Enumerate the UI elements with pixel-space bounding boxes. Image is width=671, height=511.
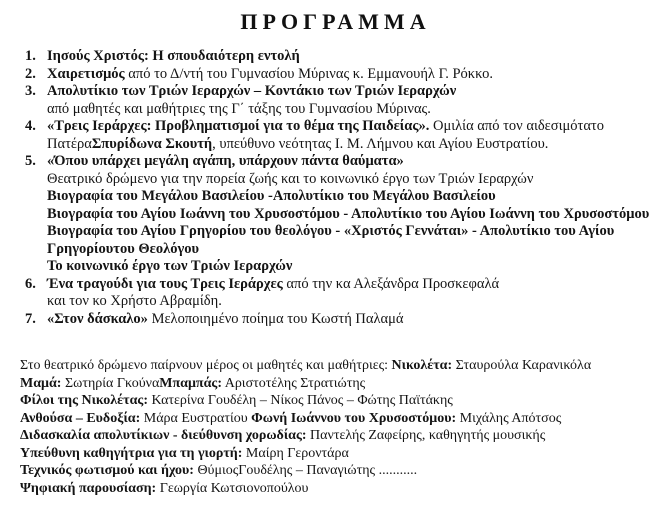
text-segment: Γεωργία Κωτσιονοπούλου	[156, 480, 309, 496]
credits-line	[20, 480, 671, 498]
text-segment: Ομιλία από τον αιδεσιμότατο	[429, 118, 605, 134]
text-segment: και τον κο Χρήστο Αβραμίδη.	[47, 293, 222, 309]
text-segment: Στο θεατρικό δρώμενο παίρνουν μέρος οι μαθητές και μαθήτριες:	[20, 358, 392, 373]
item-lines	[47, 83, 671, 118]
item-lines	[47, 66, 671, 84]
credits-line	[20, 375, 671, 393]
list-item	[0, 48, 671, 66]
item-line	[47, 276, 671, 294]
text-segment: Κατερίνα Γουδέλη – Νίκος Πάνος – Φώτης Παϊτάκης	[148, 393, 453, 408]
item-lines	[47, 276, 671, 311]
text-segment: Υπεύθυνη καθηγήτρια για τη γιορτή:	[20, 445, 243, 461]
item-number: 4.	[25, 118, 36, 134]
text-segment: Αριστοτέλης Στρατιώτης	[221, 375, 366, 391]
text-segment: Νικολέτα:	[391, 358, 453, 373]
text-segment: Μπαμπάς:	[159, 375, 222, 391]
text-segment: από το Δ/ντή του Γυμνασίου Μύρινας κ. Εμμανουήλ Γ. Ρόκκο.	[124, 65, 493, 82]
list-item	[0, 311, 671, 329]
text-segment: Διδασκαλία απολυτίκιων - διεύθυνση χορωδίας:	[20, 428, 307, 443]
text-segment: Βιογραφία του Μεγάλου Βασιλείου -Απολυτίκιο του Μεγάλου Βασιλείου	[47, 188, 496, 204]
text-segment: Θεατρικό δρώμενο για την πορεία ζωής και το κοινωνικό έργο των Τριών Ιεραρχών	[47, 170, 534, 187]
text-segment: Σωτηρία Γκούνα	[61, 375, 160, 391]
program-list	[0, 48, 671, 328]
text-segment: ΘύμιοςΓουδέλης – Παναγιώτης ...........	[193, 463, 418, 478]
credits-line	[20, 392, 671, 410]
text-segment: Ψηφιακή παρουσίαση:	[20, 480, 157, 496]
item-lines	[47, 48, 671, 66]
list-item	[0, 276, 671, 311]
list-item	[0, 66, 671, 84]
text-segment: Πατέρα	[47, 135, 92, 152]
item-line	[47, 206, 671, 224]
text-segment: Φωνή Ιωάννου του Χρυσοστόμου:	[251, 410, 457, 426]
text-segment: Μαίρη Γεροντάρα	[242, 445, 349, 461]
item-line	[47, 48, 671, 66]
text-segment: Σταυρούλα Καρανικόλα	[452, 358, 592, 373]
list-item	[0, 118, 671, 153]
credits-line	[20, 410, 671, 428]
item-line	[47, 66, 671, 84]
item-lines	[47, 311, 671, 329]
item-line	[47, 311, 671, 329]
item-number: 7.	[25, 310, 36, 327]
credits-line	[20, 357, 671, 375]
text-segment: Μιχάλης Απότσος	[456, 410, 562, 426]
item-number: 6.	[25, 275, 36, 292]
text-segment: Παντελής Ζαφείρης, καθηγητής μουσικής	[306, 428, 546, 443]
text-segment: Ένα τραγούδι για τους Τρεις Ιεράρχες	[47, 275, 283, 292]
text-segment: Απολυτίκιο των Τριών Ιεραρχών – Κοντάκιο των Τριών Ιεραρχών	[47, 83, 457, 99]
item-line	[47, 136, 671, 154]
text-segment: Βιογραφία του Αγίου Γρηγορίου του θεολόγου - «Χριστός Γεννάται» - Απολυτίκιο του Αγίου	[47, 223, 615, 239]
text-segment: Το κοινωνικό έργο των Τριών Ιεραρχών	[47, 258, 293, 274]
item-line	[47, 223, 671, 241]
text-segment: Χαιρετισμός	[47, 65, 125, 82]
item-lines	[47, 153, 671, 276]
text-segment: «Στον δάσκαλο»	[47, 310, 148, 327]
item-line	[47, 83, 671, 101]
text-segment: Σπυρίδωνα Σκουτή	[91, 135, 213, 152]
item-line	[47, 118, 671, 136]
text-segment: Ιησούς Χριστός: Η σπουδαιότερη εντολή	[47, 48, 300, 64]
text-segment: από μαθητές και μαθήτριες της Γ΄ τάξης του Γυμνασίου Μύρινας.	[47, 100, 431, 117]
text-segment: «Όπου υπάρχει μεγάλη αγάπη, υπάρχουν πάντα θαύματα»	[47, 153, 404, 169]
list-item	[0, 153, 671, 276]
item-lines	[47, 118, 671, 153]
credits-line	[20, 445, 671, 463]
program-title: ΠΡΟΓΡΑΜΜΑ	[240, 9, 431, 34]
text-segment: Μαμά:	[20, 375, 62, 391]
text-segment: «Τρεις Ιεράρχες: Προβληματισμοί για το θέμα της Παιδείας».	[47, 118, 430, 134]
list-item	[0, 83, 671, 118]
text-segment: Γρηγορίουτου Θεολόγου	[47, 240, 200, 257]
item-line	[47, 101, 671, 119]
item-line	[47, 171, 671, 189]
text-segment: Τεχνικός φωτισμού και ήχου:	[20, 463, 194, 478]
credits-line	[20, 462, 671, 480]
text-segment: από την κα Αλεξάνδρα Προσκεφαλά	[282, 275, 500, 292]
item-line	[47, 153, 671, 171]
text-segment: Ανθούσα – Ευδοξία:	[20, 410, 141, 426]
text-segment: Μελοποιημένο ποίημα του Κωστή Παλαμά	[147, 310, 404, 327]
credits-line	[20, 427, 671, 445]
item-number: 2.	[25, 65, 36, 82]
item-number: 1.	[25, 48, 36, 64]
text-segment: Φίλοι της Νικολέτας:	[20, 393, 148, 408]
item-line	[47, 188, 671, 206]
item-number: 3.	[25, 83, 36, 99]
item-line	[47, 258, 671, 276]
text-segment: Μάρα Ευστρατίου	[140, 410, 252, 426]
item-line	[47, 293, 671, 311]
item-line	[47, 241, 671, 259]
text-segment: Βιογραφία του Αγίου Ιωάννη του Χρυσοστόμου - Απολυτίκιο του Αγίου Ιωάννη του Χρυσοστόμου	[47, 205, 650, 222]
credits-section	[20, 357, 671, 497]
text-segment: , υπεύθυνο νεότητας Ι. Μ. Λήμνου και Αγίου Ευστρατίου.	[212, 135, 549, 152]
item-number: 5.	[25, 153, 36, 169]
